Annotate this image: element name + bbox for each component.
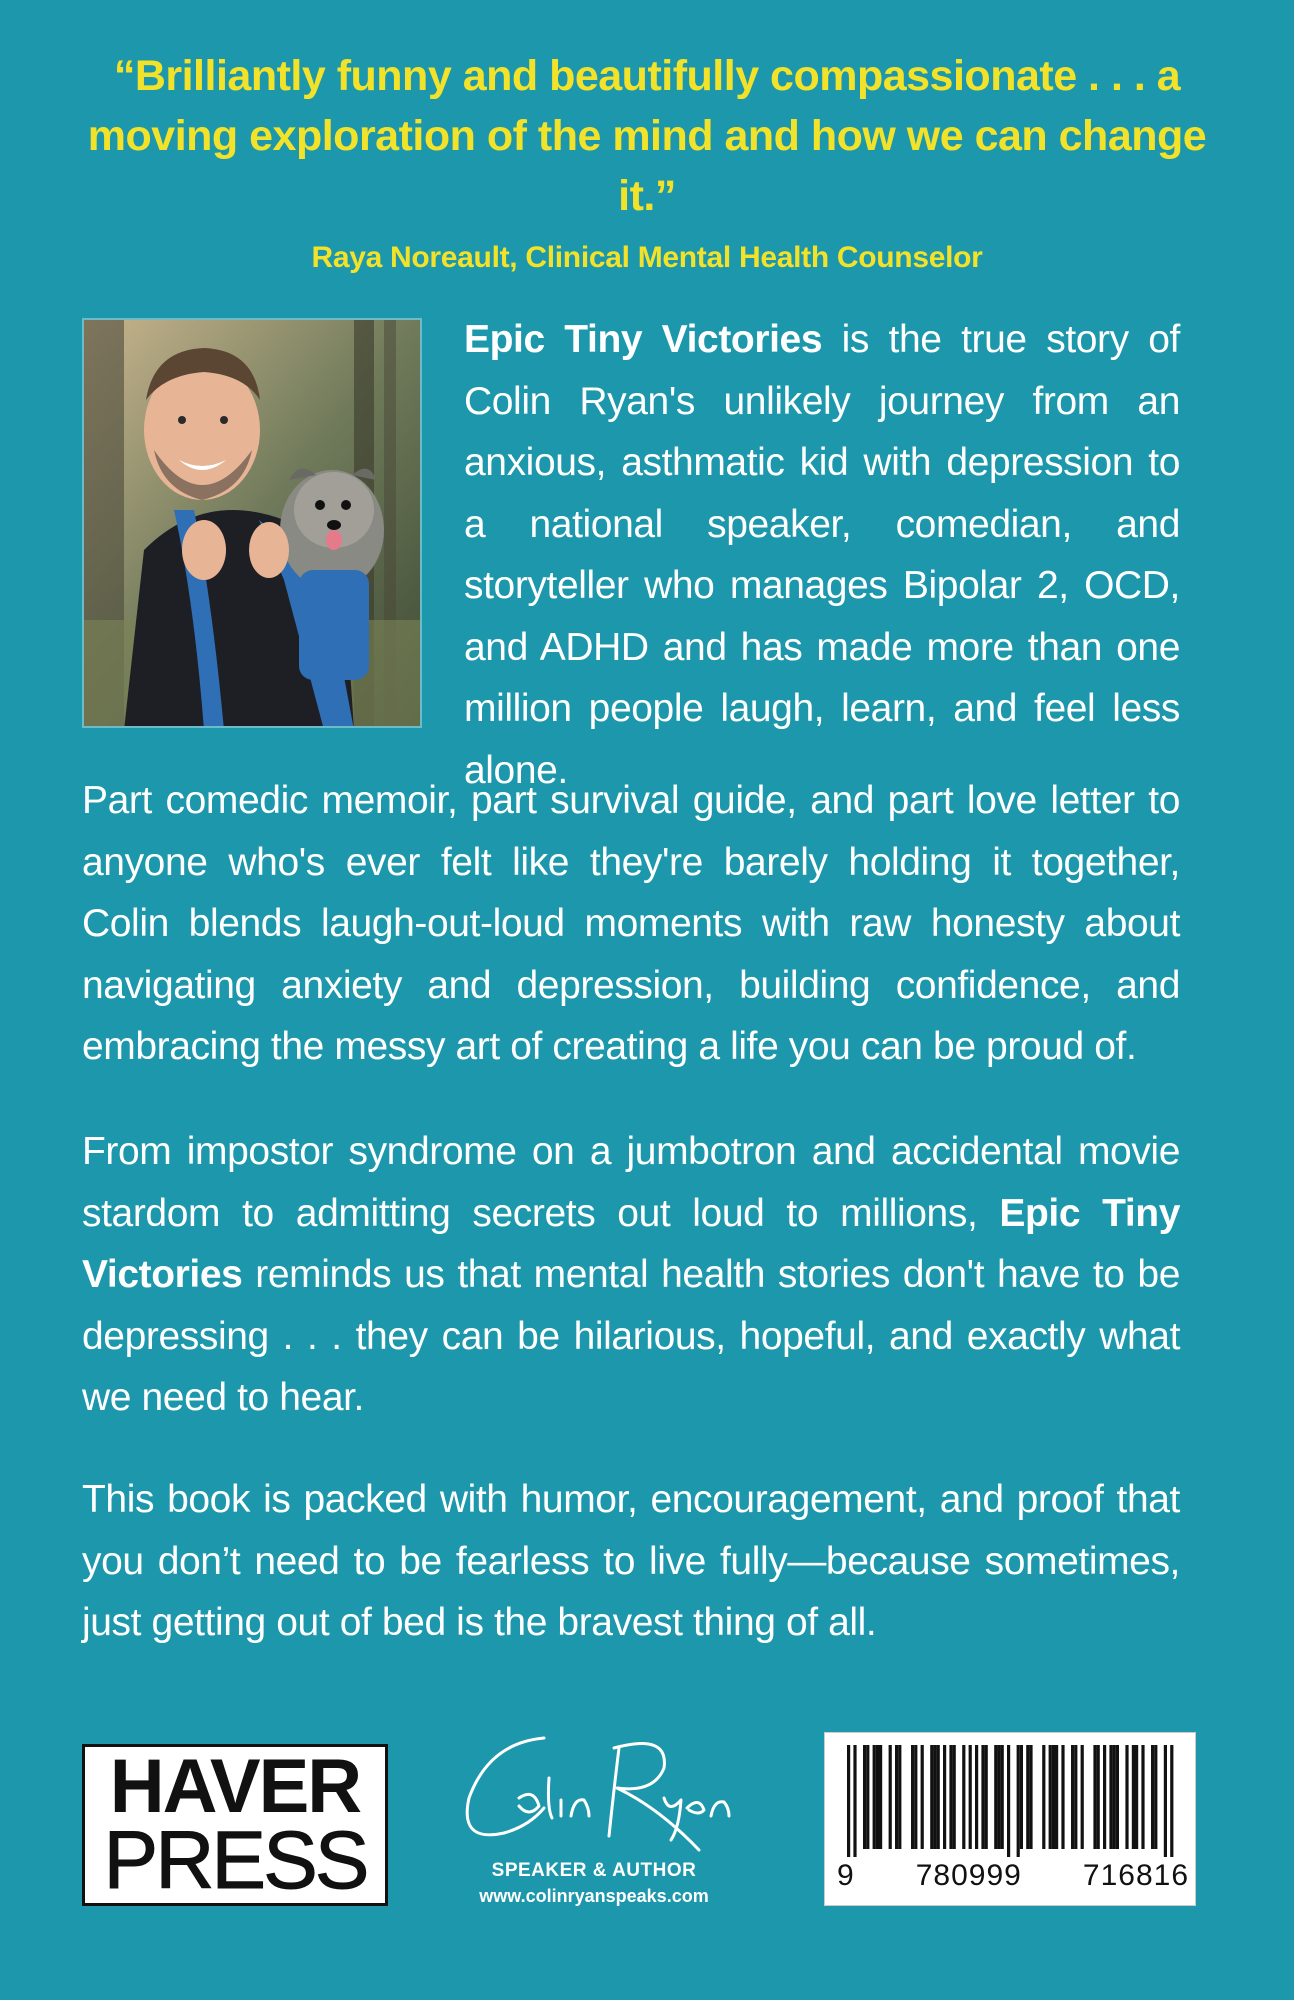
- author-with-dog-image: [84, 320, 422, 728]
- barcode-bar: [1007, 1745, 1010, 1857]
- barcode-bar: [879, 1745, 882, 1849]
- isbn-part-1: 9: [837, 1859, 855, 1892]
- barcode-bar: [863, 1745, 866, 1849]
- description-paragraph-4: This book is packed with humor, encouragement, and proof that you don’t need to be fearless to live fully—because sometimes, just getting out of bed is the bravest thing of all.: [82, 1478, 1180, 1644]
- barcode-bar: [1151, 1745, 1154, 1849]
- barcode-bar: [853, 1745, 856, 1857]
- barcode-bar: [985, 1745, 988, 1849]
- barcode-bar: [937, 1745, 940, 1849]
- isbn-part-2: 780999: [915, 1859, 1022, 1892]
- barcode-bar: [1055, 1745, 1058, 1849]
- barcode-bar: [981, 1745, 984, 1849]
- barcode-bar: [1116, 1745, 1119, 1849]
- intro-paragraph: [464, 309, 1180, 801]
- barcode-bar: [975, 1745, 978, 1849]
- para3-before: From impostor syndrome on a jumbotron and accidental movie stardom to admitting secrets out loud to millions,: [82, 1130, 1180, 1235]
- barcode-bars: [825, 1733, 1197, 1863]
- description-paragraph-2: Part comedic memoir, part survival guide, and part love letter to anyone who's ever felt like they're barely holding it together, Colin blends laugh-out-loud moments with raw honesty about navigating anxiety and depression, building confidence, and embracing the messy art of creating a life you can be proud of.: [82, 779, 1180, 1068]
- barcode-bar: [1097, 1745, 1100, 1849]
- barcode-bar: [1020, 1745, 1023, 1849]
- barcode-bar: [866, 1745, 869, 1849]
- barcode-bar: [895, 1745, 898, 1849]
- barcode-bar: [994, 1745, 997, 1849]
- description-paragraph-3: [82, 1121, 1180, 1429]
- barcode-bar: [1049, 1745, 1052, 1849]
- barcode-bar: [1170, 1745, 1173, 1857]
- barcode-bar: [933, 1745, 936, 1849]
- publisher-logo: [82, 1744, 388, 1906]
- barcode-bar: [889, 1745, 892, 1849]
- barcode-bar: [1154, 1745, 1157, 1849]
- barcode-bar: [873, 1745, 876, 1849]
- barcode-bar: [898, 1745, 901, 1849]
- barcode-bar: [1052, 1745, 1055, 1849]
- barcode-bar: [930, 1745, 933, 1849]
- book-title: Epic Tiny Victories: [464, 318, 823, 361]
- barcode-bar: [997, 1745, 1000, 1849]
- barcode-bar: [911, 1745, 914, 1849]
- signature-image: [449, 1718, 739, 1858]
- barcode-bar: [1026, 1745, 1029, 1849]
- signature-role: SPEAKER & AUTHOR: [491, 1860, 697, 1881]
- barcode-bar: [1132, 1745, 1135, 1849]
- barcode-bar: [1125, 1745, 1128, 1849]
- barcode-bar: [1109, 1745, 1112, 1849]
- author-photo: [82, 318, 422, 728]
- para3-after: reminds us that mental health stories don't have to be depressing . . . they can be hilarious, hopeful, and exactly what we need to hear.: [82, 1253, 1180, 1419]
- barcode-bar: [1141, 1745, 1144, 1849]
- quote-attribution: Raya Noreault, Clinical Mental Health Counselor: [311, 241, 983, 274]
- book-title-inline: Epic Tiny Victories: [82, 1191, 1180, 1296]
- barcode-bar: [1001, 1745, 1004, 1849]
- barcode-bar: [969, 1745, 972, 1849]
- quote-text: “Brilliantly funny and beautifully compassionate . . . a moving exploration of the mind and how we can change it.”: [87, 52, 1207, 220]
- publisher-name-line2: PRESS: [103, 1815, 367, 1906]
- barcode-bar: [1017, 1745, 1020, 1857]
- barcode-bar: [1093, 1745, 1096, 1849]
- isbn-number: [837, 1859, 1189, 1893]
- barcode-bar: [876, 1745, 879, 1849]
- barcode-bar: [1103, 1745, 1106, 1849]
- barcode-bar: [1164, 1745, 1167, 1857]
- barcode-bar: [1071, 1745, 1074, 1849]
- barcode-bar: [962, 1745, 965, 1849]
- isbn-part-3: 716816: [1082, 1859, 1189, 1892]
- isbn-barcode: [824, 1732, 1196, 1906]
- barcode-bar: [949, 1745, 952, 1849]
- barcode-bar: [943, 1745, 946, 1849]
- barcode-bar: [1113, 1745, 1116, 1849]
- endorsement-quote: [60, 46, 1234, 278]
- signature-url: www.colinryanspeaks.com: [479, 1886, 709, 1906]
- barcode-bar: [921, 1745, 924, 1849]
- barcode-bar: [1029, 1745, 1032, 1849]
- publisher-name-line1: HAVER: [109, 1744, 361, 1829]
- barcode-bar: [1081, 1745, 1084, 1849]
- barcode-bar: [1135, 1745, 1138, 1849]
- barcode-bar: [1061, 1745, 1064, 1849]
- author-signature-block: [440, 1718, 748, 1928]
- barcode-bar: [847, 1745, 850, 1857]
- barcode-bar: [953, 1745, 956, 1849]
- barcode-bar: [1074, 1745, 1077, 1849]
- intro-text: is the true story of Colin Ryan's unlikely journey from an anxious, asthmatic kid with depression to a national speaker, comedian, and storyteller who manages Bipolar 2, OCD, and ADHD and has made more than one million people laugh, learn, and feel less alone.: [464, 318, 1180, 792]
- barcode-bar: [914, 1745, 917, 1849]
- barcode-bar: [1042, 1745, 1045, 1849]
